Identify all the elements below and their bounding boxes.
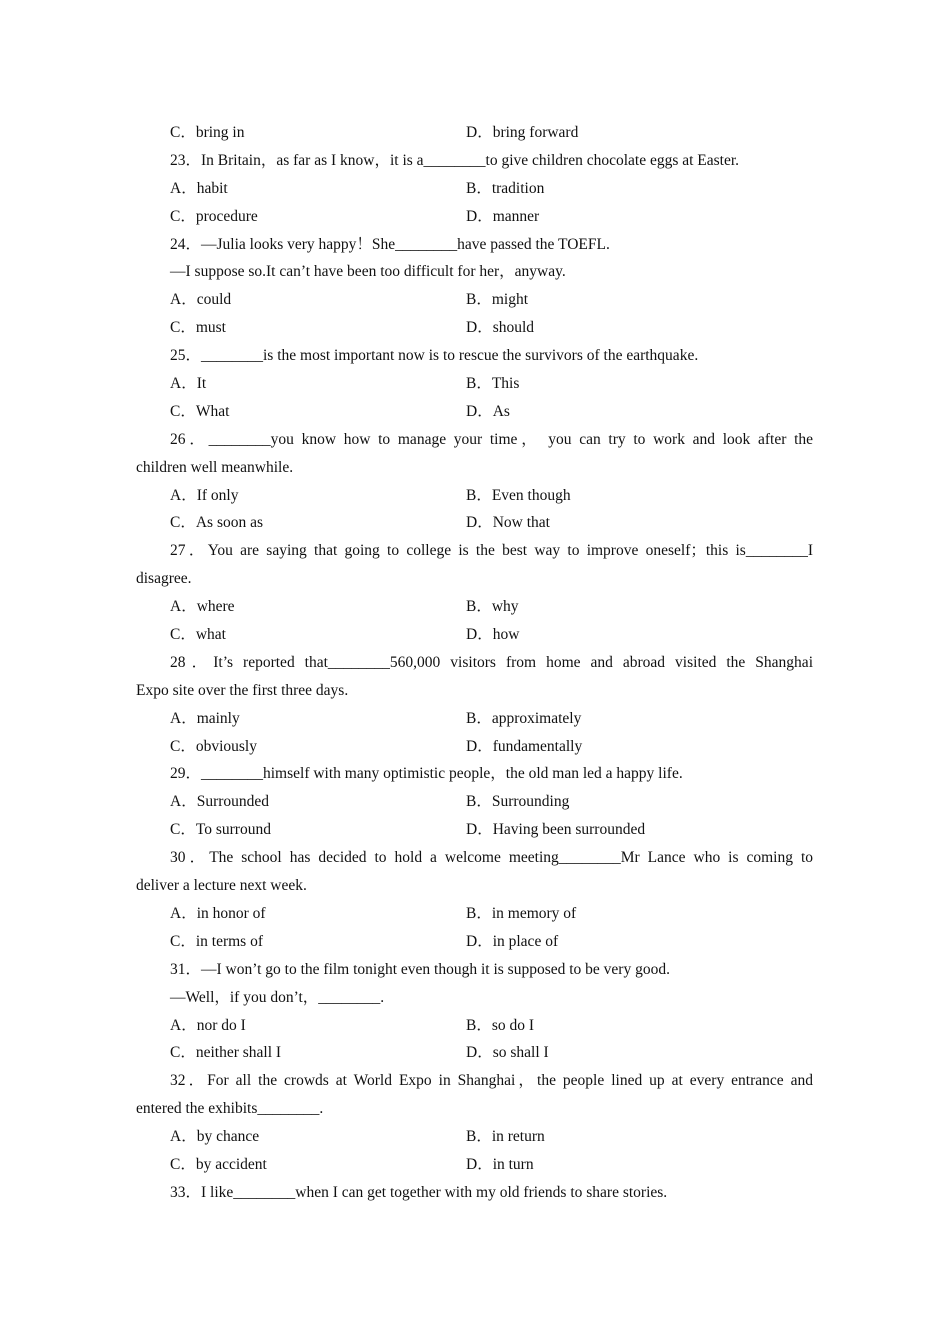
answer-option: B．might bbox=[466, 291, 529, 309]
answer-option: A．by chance bbox=[170, 1128, 260, 1146]
answer-option: C．by accident bbox=[170, 1155, 267, 1173]
answer-option: A．habit bbox=[170, 179, 228, 197]
option-row bbox=[136, 1123, 813, 1151]
option-row bbox=[136, 1151, 813, 1179]
option-row bbox=[136, 482, 813, 510]
answer-option: C．in terms of bbox=[170, 932, 263, 950]
answer-option: B．in return bbox=[466, 1128, 545, 1146]
question-text: 25．________is the most important now is to rescue the survivors of the earthquake. bbox=[170, 347, 699, 365]
answer-option: A．It bbox=[170, 375, 207, 393]
question-text: —Well，if you don’t，________. bbox=[170, 988, 385, 1006]
answer-option: A．If only bbox=[170, 486, 239, 504]
option-row bbox=[136, 593, 813, 621]
question-text: 33．I like________when I can get together with my old friends to share stories. bbox=[170, 1183, 668, 1201]
answer-option: B．Surrounding bbox=[466, 793, 570, 811]
question-text: 30．The school has decided to hold a welcome meeting________Mr Lance who is coming to bbox=[170, 849, 813, 867]
option-row bbox=[136, 286, 813, 314]
option-row bbox=[136, 1012, 813, 1040]
answer-option: A．Surrounded bbox=[170, 793, 270, 811]
answer-option: B．Even though bbox=[466, 486, 571, 504]
option-row bbox=[136, 621, 813, 649]
question-text-continued: entered the exhibits________. bbox=[136, 1100, 324, 1118]
question-text: 23．In Britain，as far as I know，it is a________to give children chocolate eggs at Easter. bbox=[170, 151, 740, 169]
option-row bbox=[136, 788, 813, 816]
answer-option: A．where bbox=[170, 598, 235, 616]
question-text-continued: Expo site over the first three days. bbox=[136, 681, 349, 699]
question-text-continued: disagree. bbox=[136, 570, 192, 588]
answer-option: A．nor do I bbox=[170, 1016, 246, 1034]
answer-option: C．To surround bbox=[170, 821, 271, 839]
answer-option: A．in honor of bbox=[170, 904, 266, 922]
option-row bbox=[136, 1039, 813, 1067]
answer-option: C．must bbox=[170, 319, 226, 337]
option-row bbox=[136, 175, 813, 203]
answer-option: D．fundamentally bbox=[466, 737, 583, 755]
answer-option: C．As soon as bbox=[170, 514, 264, 532]
answer-option: A．mainly bbox=[170, 709, 240, 727]
answer-option: D．so shall I bbox=[466, 1044, 549, 1062]
option-row bbox=[136, 370, 813, 398]
answer-option: C．obviously bbox=[170, 737, 257, 755]
question-text: 28．It’s reported that________560,000 visitors from home and abroad visited the Shanghai bbox=[170, 653, 813, 671]
question-text-continued: deliver a lecture next week. bbox=[136, 877, 307, 895]
answer-option: D．Now that bbox=[466, 514, 550, 532]
question-text: —I suppose so.It can’t have been too difficult for her，anyway. bbox=[170, 263, 566, 281]
answer-option: D．in turn bbox=[466, 1155, 534, 1173]
option-row bbox=[136, 119, 813, 147]
answer-option: D．how bbox=[466, 626, 520, 644]
answer-option: C．procedure bbox=[170, 207, 258, 225]
option-row bbox=[136, 733, 813, 761]
question-text-continued: children well meanwhile. bbox=[136, 458, 294, 476]
answer-option: C．what bbox=[170, 626, 226, 644]
answer-option: D．Having been surrounded bbox=[466, 821, 646, 839]
option-row bbox=[136, 203, 813, 231]
answer-option: A．could bbox=[170, 291, 232, 309]
option-row bbox=[136, 314, 813, 342]
question-text: 32．For all the crowds at World Expo in Shanghai，the people lined up at every entrance and bbox=[170, 1072, 813, 1090]
option-row bbox=[136, 816, 813, 844]
question-text: 31．—I won’t go to the film tonight even though it is supposed to be very good. bbox=[170, 960, 670, 978]
answer-option: B．in memory of bbox=[466, 904, 577, 922]
answer-option: D．manner bbox=[466, 207, 540, 225]
question-text: 29．________himself with many optimistic people，the old man led a happy life. bbox=[170, 765, 683, 783]
answer-option: B．so do I bbox=[466, 1016, 535, 1034]
question-text: 27．You are saying that going to college is the best way to improve oneself；this is________I bbox=[170, 542, 813, 560]
answer-option: C．What bbox=[170, 402, 230, 420]
answer-option: B．approximately bbox=[466, 709, 582, 727]
option-row bbox=[136, 509, 813, 537]
exam-page bbox=[136, 119, 813, 1207]
answer-option: C．neither shall I bbox=[170, 1044, 282, 1062]
answer-option: D．should bbox=[466, 319, 535, 337]
answer-option: D．As bbox=[466, 402, 510, 420]
option-row bbox=[136, 705, 813, 733]
answer-option: B．This bbox=[466, 375, 520, 393]
answer-option: C．bring in bbox=[170, 124, 245, 141]
option-row bbox=[136, 398, 813, 426]
answer-option: B．why bbox=[466, 598, 519, 616]
question-text: 26．________you know how to manage your time， you can try to work and look after the bbox=[170, 430, 813, 448]
answer-option: D．in place of bbox=[466, 932, 559, 950]
question-text: 24．—Julia looks very happy！She________have passed the TOEFL. bbox=[170, 235, 610, 253]
answer-option: D．bring forward bbox=[466, 124, 579, 141]
option-row bbox=[136, 900, 813, 928]
answer-option: B．tradition bbox=[466, 179, 545, 197]
option-row bbox=[136, 928, 813, 956]
